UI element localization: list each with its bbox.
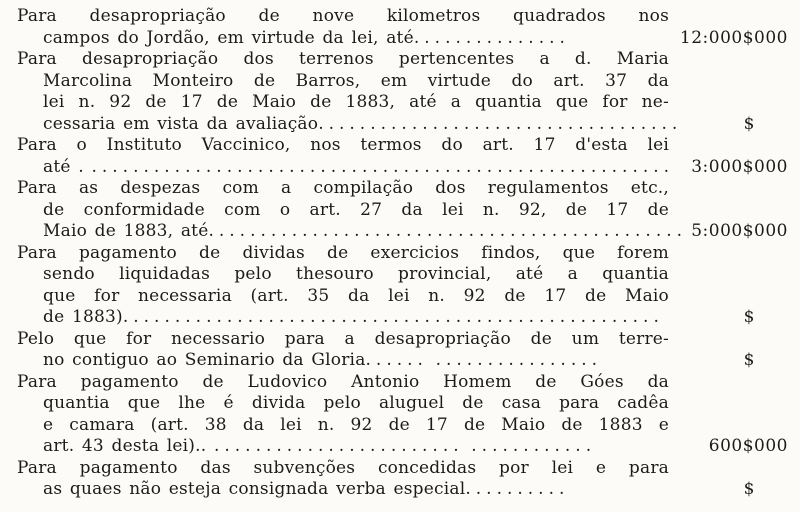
entry-line: campos do Jordão, em virtude da lei, até............... <box>43 27 570 48</box>
entry-amount: $ <box>743 307 755 327</box>
dot-leader: ............... <box>413 27 570 48</box>
entry-line: Para pagamento das subvenções concedidas por lei e para <box>17 457 669 478</box>
entry-text <box>17 243 669 329</box>
dot-leader: ........................ <box>213 436 464 456</box>
dot-leader: .............................................. <box>208 221 688 241</box>
appropriations-list <box>17 6 800 501</box>
entry-text <box>17 458 669 501</box>
appropriation-entry <box>17 372 800 458</box>
dot-leader: ............ <box>471 436 597 456</box>
entry-amount: 600$000 <box>708 436 788 456</box>
entry-line: Para desapropriação de nove kilometros quadrados nos <box>17 6 669 26</box>
entry-line: Pelo que for necessario para a desapropriação de um terre- <box>17 328 669 349</box>
entry-line: lei n. 92 de 17 de Maio de 1883, até a quantia que for ne- <box>43 92 669 112</box>
entry-line: Para pagamento de Ludovico Antonio Homem de Góes da <box>17 371 669 392</box>
entry-text <box>17 49 683 135</box>
entry-text <box>17 135 675 178</box>
entry-line: cessaria em vista da avaliação................................... <box>43 113 683 134</box>
entry-line: sendo liquidadas pelo thesouro provincial, até a quantia <box>43 264 669 284</box>
entry-amount: 5:000$000 <box>691 221 788 241</box>
dot-leader: .......... <box>465 479 570 499</box>
dot-leader: ................................... <box>318 113 683 134</box>
appropriation-entry <box>17 243 800 329</box>
dot-leader: ...... <box>365 350 428 370</box>
entry-line: as quaes não esteja consignada verba especial.......... <box>43 479 570 499</box>
appropriation-entry <box>17 49 800 135</box>
entry-line: Para pagamento de dividas de exercicios findos, que forem <box>17 242 669 263</box>
entry-line: no contiguo ao Seminario da Gloria...... ................ <box>43 350 603 370</box>
entry-text <box>17 178 688 243</box>
entry-line: e camara (art. 38 da lei n. 92 de 17 de Maio de 1883 e <box>43 414 669 435</box>
appropriation-entry <box>17 329 800 372</box>
entry-line: quantia que lhe é divida pelo aluguel de casa para cadêa <box>43 393 669 413</box>
appropriation-entry <box>17 458 800 501</box>
entry-line: Para o Instituto Vaccinico, nos termos do art. 17 d'esta lei <box>17 135 669 155</box>
entry-amount: 12:000$000 <box>679 27 788 48</box>
entry-line: de conformidade com o art. 27 da lei n. 92, de 17 de <box>43 199 669 220</box>
entry-text <box>17 372 669 458</box>
entry-amount: 3:000$000 <box>691 156 788 177</box>
dot-leader: ........................................................ <box>91 156 675 177</box>
entry-text <box>17 329 669 372</box>
appropriation-entry <box>17 135 800 178</box>
appropriation-entry <box>17 6 800 49</box>
entry-line: que for necessaria (art. 35 da lei n. 92 de 17 de Maio <box>43 285 669 306</box>
entry-amount: $ <box>743 479 755 499</box>
entry-line: Para as despezas com a compilação dos regulamentos etc., <box>17 178 669 198</box>
entry-line: até . ........................................................ <box>43 156 675 177</box>
entry-line: Maio de 1883, até.............................................. <box>43 221 688 241</box>
appropriation-entry <box>17 178 800 243</box>
entry-text <box>17 6 669 49</box>
dot-leader: .................................................... <box>122 307 664 327</box>
entry-line: art. 43 desta lei).. ........................ ............ <box>43 436 597 456</box>
dot-leader: ................ <box>435 350 603 370</box>
entry-amount: $ <box>743 113 755 134</box>
entry-line: de 1883).................................................... <box>43 307 664 327</box>
entry-line: Marcolina Monteiro de Barros, em virtude do art. 37 da <box>43 70 669 91</box>
entry-line: Para desapropriação dos terrenos pertencentes a d. Maria <box>17 49 669 69</box>
entry-amount: $ <box>743 350 755 370</box>
